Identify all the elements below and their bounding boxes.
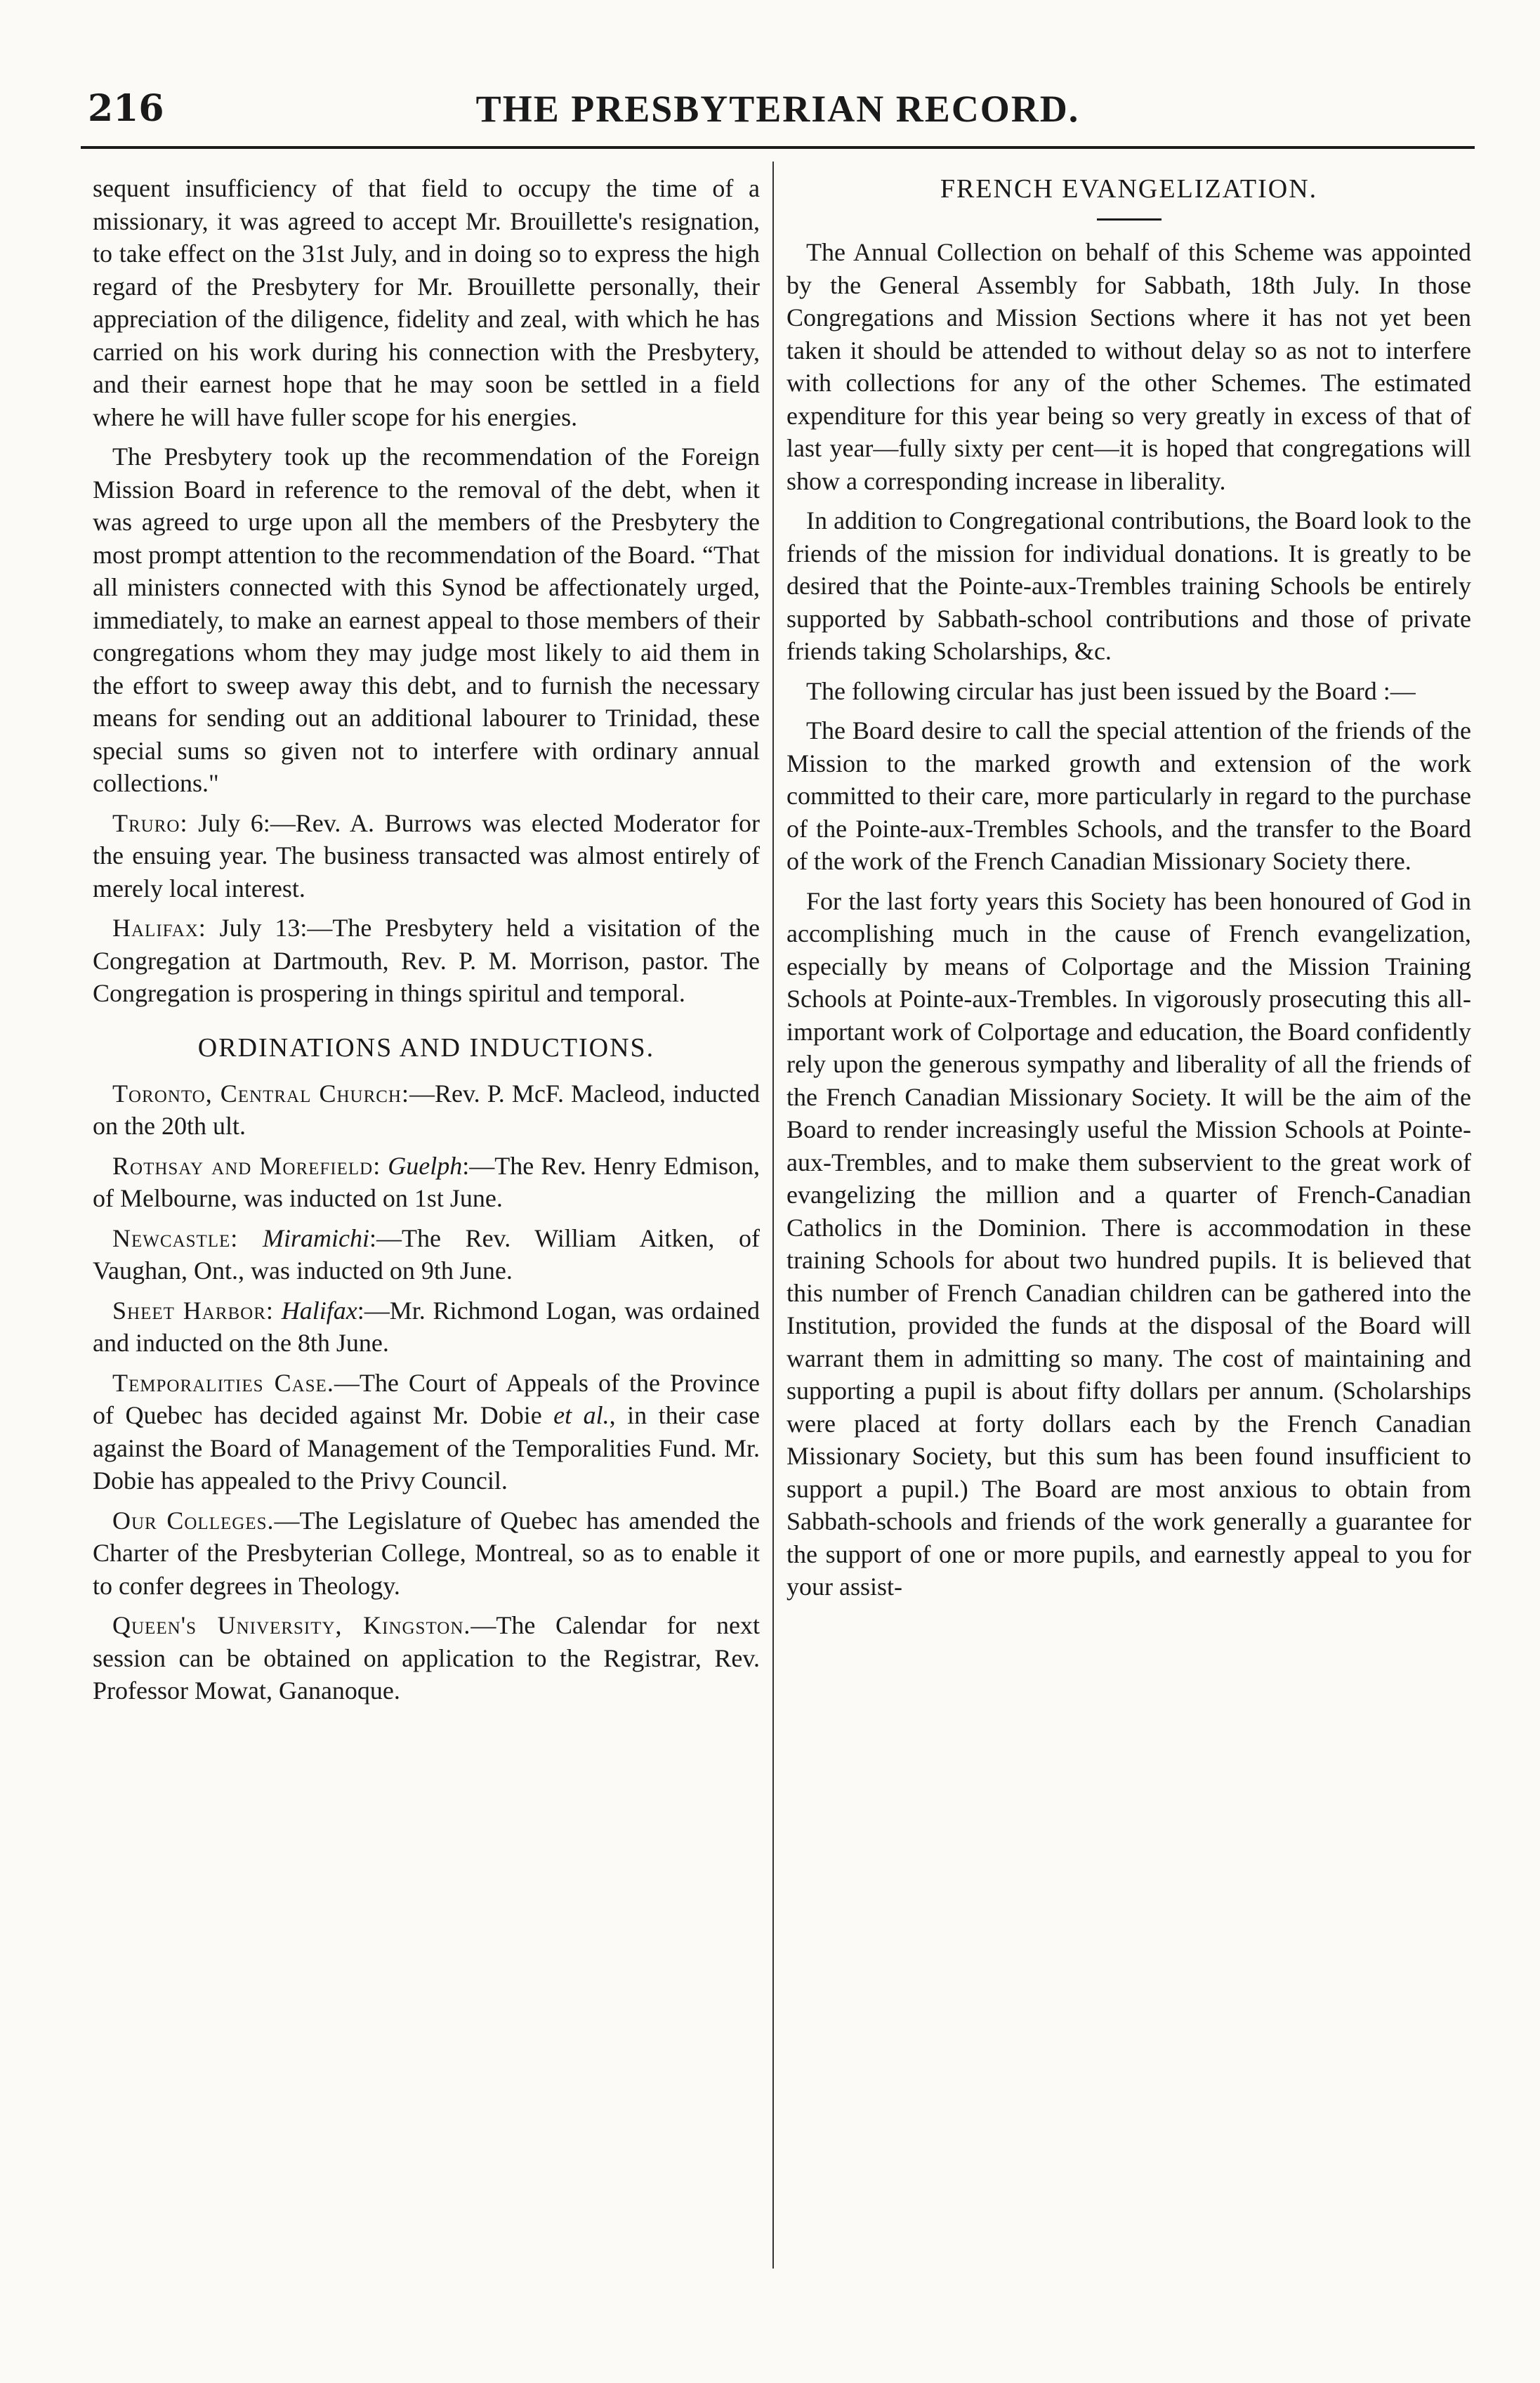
french-evangelization-heading: FRENCH EVANGELIZATION. [940,174,1318,204]
rothsay-label: Rothsay and Morefield: [112,1151,381,1180]
truro-report [93,807,760,905]
temporalities-entry [93,1367,760,1497]
continuation-paragraph: sequent insufficiency of that field to occupy the time of a missionary, it was agreed to accept Mr. Brouillette's resignation, to take effect on the 31st July, and in doing so to express the high regard of the Presbytery for Mr. Brouillette personally, their appreciation of the diligence, fidelity and zeal, with which he has carried on his work during his connection with the Presbytery, and their earnest hope that he may soon be settled in a field where he will have fuller scope for his energies. [93,174,760,431]
page-header [81,84,1475,133]
newcastle-place: Miramichi [238,1223,369,1252]
sheet-harbor-entry [93,1294,760,1360]
forty-years-paragraph: For the last forty years this Society has been honoured of God in accomplishing much in the cause of French evangelization, especially by means of Colportage and the Mission Training Schools at Pointe-aux-Trembles. In vigorously prosecuting this all-important work of Colportage and education, the Board confidently rely upon the generous sympathy and liberality of all the friends of the French Canadian Missionary Society. It will be the aim of the Board to render increasingly useful the Mission Schools at Pointe-aux-Trembles, and to make them subservient to the great work of evangelizing the million and a quarter of French-Canadian Catholics in the Dominion. There is accommodation in these training Schools for about two hundred pupils. It is believed that this number of French Canadian children can be gathered into the Institution, provided the funds at the disposal of the Board will warrant them in admitting so many. The cost of maintaining and supporting a pupil is about fifty dollars per annum. (Scholarships were placed at forty dollars each by the French Canadian Missionary Society, but this sum has been found insufficient to support a pupil.) The Board are most anxious to obtain from Sabbath-schools and friends of the work generally a guarantee for the support of one or more pupils, and earnestly appeal to you for your assist- [787,886,1471,1601]
toronto-text: —Rev. P. McF. Macleod, inducted on the 20th ult. [93,1079,760,1140]
column-divider [772,162,774,2269]
sheet-harbor-place: Halifax [273,1296,357,1325]
journal-title: THE PRESBYTERIAN RECORD. [475,88,1080,130]
rothsay-entry [93,1150,760,1215]
queens-entry [93,1609,760,1707]
foreign-mission-paragraph: The Presbytery took up the recommendation of the Foreign Mission Board in reference to the removal of the debt, when it was agreed to urge upon all the members of the Presbytery the most prompt attention to the recommendation of the Board. “That all ministers connected with this Synod be affectionately urged, immediately, to make an earnest appeal to those members of their congregations whom they may judge most likely to aid them in the effort to sweep away this debt, and to furnish the necessary means for sending out an additional labourer to Trinidad, these special sums so given not to interfere with ordinary annual collections." [93,442,760,797]
newcastle-entry [93,1222,760,1287]
temporalities-label: Temporalities Case. [112,1368,334,1397]
halifax-report [93,912,760,1010]
left-column [93,172,760,1714]
queens-label: Queen's University, Kingston. [112,1611,471,1639]
truro-label: Truro: [112,808,188,837]
temporalities-et-al: et al. [553,1401,610,1429]
board-desire-paragraph: The Board desire to call the special attention of the friends of the Mission to the marked growth and extension of the work committed to their care, more particularly in regard to the purchase of the Pointe-aux-Trembles Schools, and the transfer to the Board of the work of the French Canadian Missionary Society there. [787,716,1471,875]
temporalities-text-a: —The Court of Appeals of the Province of Quebec has decided against Mr. Dobie [93,1368,760,1429]
temporalities-text-b: , in their case against the Board of Management of the Temporalities Fund. Mr. Dobie has appealed to the Privy Council. [93,1401,760,1495]
truro-text: July 6:—Rev. A. Burrows was elected Moderator for the ensuing year. The business transacted was almost entirely of merely local interest. [93,808,760,902]
rothsay-text: :—The Rev. Henry Edmison, of Melbourne, was inducted on 1st June. [93,1151,760,1212]
sheet-harbor-label: Sheet Harbor: [112,1296,274,1325]
contributions-paragraph: In addition to Congregational contributions, the Board look to the friends of the mission for individual donations. It is greatly to be desired that the Pointe-aux-Trembles training Schools be entirely supported by Sabbath-school contributions and those of private friends taking Scholarships, &c. [787,506,1471,665]
colleges-text: —The Legislature of Quebec has amended the Charter of the Presbyterian College, Montreal, so as to enable it to confer degrees in Theology. [93,1506,760,1600]
rothsay-place: Guelph [381,1151,463,1180]
sheet-harbor-text: :—Mr. Richmond Logan, was ordained and inducted on the 8th June. [93,1296,760,1357]
annual-collection-paragraph: The Annual Collection on behalf of this Scheme was appointed by the General Assembly for Sabbath, 18th July. In those Congregations and Mission Sections where it has not yet been taken it should be attended to without delay so as not to interfere with collections for any of the other Schemes. The estimated expenditure for this year being so very greatly in excess of that of last year—fully sixty per cent—it is hoped that congregations will show a corresponding increase in liberality. [787,238,1471,495]
halifax-label: Halifax: [112,914,206,942]
colleges-label: Our Colleges. [112,1506,275,1535]
heading-rule [1097,218,1161,221]
ordinations-heading: ORDINATIONS AND INDUCTIONS. [197,1032,655,1063]
toronto-label: Toronto, Central Church: [112,1079,409,1108]
newcastle-text: :—The Rev. William Aitken, of Vaughan, Ont., was inducted on 9th June. [93,1223,760,1285]
halifax-text: July 13:—The Presbytery held a visitation of the Congregation at Dartmouth, Rev. P. M. Morrison, pastor. The Congregation is prospering in things spiritul and temporal. [93,914,760,1007]
page-number: 216 [88,87,164,130]
toronto-entry [93,1077,760,1143]
header-rule [81,146,1475,149]
colleges-entry [93,1504,760,1603]
queens-text: —The Calendar for next session can be obtained on application to the Registrar, Rev. Professor Mowat, Gananoque. [93,1611,760,1705]
circular-intro-paragraph: The following circular has just been issued by the Board :— [806,676,1416,705]
right-column [787,172,1471,1610]
newcastle-label: Newcastle: [112,1223,239,1252]
